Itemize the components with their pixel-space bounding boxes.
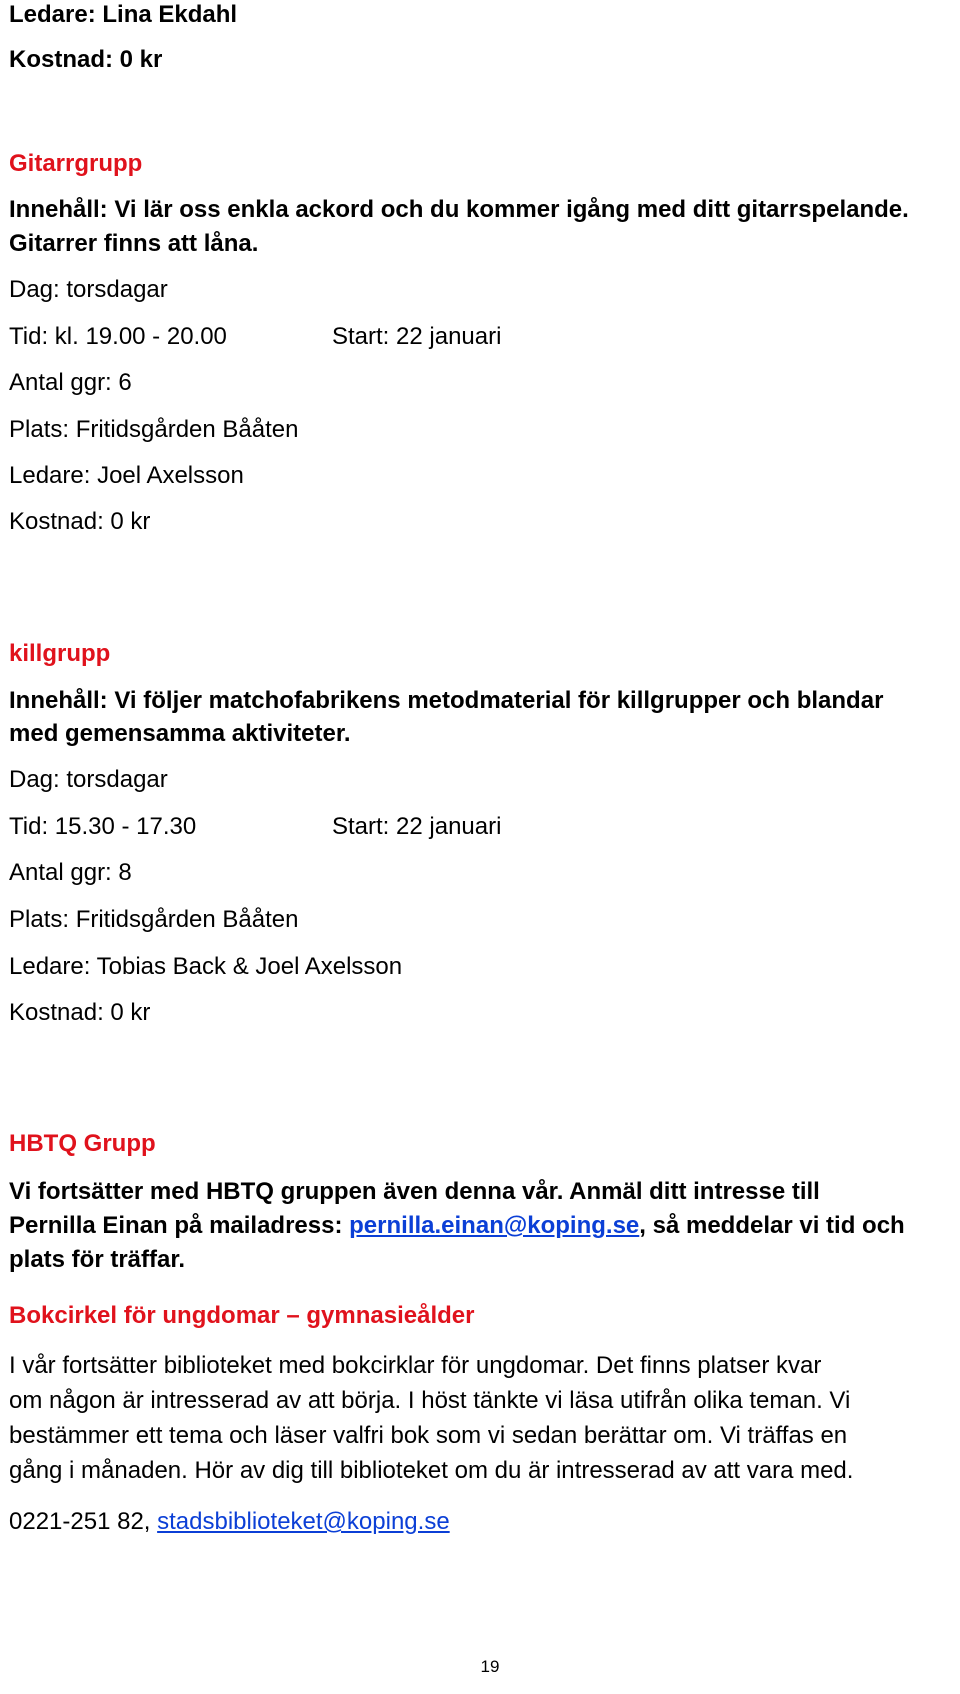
bokcirkel-line-4: gång i månaden. Hör av dig till biblioteket om du är intresserad av att vara med. (9, 1457, 854, 1484)
killgrupp-dag: Dag: torsdagar (9, 766, 168, 793)
gitarrgrupp-ledare: Ledare: Joel Axelsson (9, 462, 244, 489)
hbtq-line-1: Vi fortsätter med HBTQ gruppen även denna vår. Anmäl ditt intresse till (9, 1178, 820, 1205)
bokcirkel-contact (9, 1507, 450, 1536)
top-ledare: Ledare: Lina Ekdahl (9, 1, 238, 28)
bokcirkel-line-1: I vår fortsätter biblioteket med bokcirklar för ungdomar. Det finns platser kvar (9, 1352, 822, 1379)
hbtq-line-3: plats för träffar. (9, 1246, 186, 1273)
section-title-gitarrgrupp: Gitarrgrupp (9, 150, 143, 177)
killgrupp-plats: Plats: Fritidsgården Bååten (9, 906, 299, 933)
killgrupp-time-row (9, 812, 502, 841)
gitarrgrupp-dag: Dag: torsdagar (9, 276, 168, 303)
killgrupp-start: Start: 22 januari (332, 813, 502, 840)
gitarrgrupp-antal: Antal ggr: 6 (9, 369, 132, 396)
gitarrgrupp-content-line-2: Gitarrer finns att låna. (9, 230, 259, 257)
gitarrgrupp-tid: Tid: kl. 19.00 - 20.00 (9, 323, 227, 350)
gitarrgrupp-kostnad: Kostnad: 0 kr (9, 508, 151, 535)
gitarrgrupp-content-line-1: Innehåll: Vi lär oss enkla ackord och du kommer igång med ditt gitarrspelande. (9, 196, 909, 223)
bokcirkel-line-3: bestämmer ett tema och läser valfri bok som vi sedan berättar om. Vi träffas en (9, 1422, 848, 1449)
killgrupp-kostnad: Kostnad: 0 kr (9, 999, 151, 1026)
killgrupp-antal: Antal ggr: 8 (9, 859, 132, 886)
section-title-killgrupp: killgrupp (9, 640, 111, 667)
section-title-hbtq: HBTQ Grupp (9, 1130, 156, 1157)
page-number: 19 (480, 1657, 500, 1676)
bokcirkel-phone: 0221-251 82, (9, 1508, 158, 1535)
gitarrgrupp-start: Start: 22 januari (332, 323, 502, 350)
killgrupp-content-line-2: med gemensamma aktiviteter. (9, 720, 351, 747)
hbtq-email-link[interactable]: pernilla.einan@koping.se (349, 1212, 640, 1239)
top-kostnad: Kostnad: 0 kr (9, 46, 163, 73)
bokcirkel-email-link[interactable]: stadsbiblioteket@koping.se (157, 1508, 450, 1535)
bokcirkel-line-2: om någon är intresserad av att börja. I höst tänkte vi läsa utifrån olika teman. Vi (9, 1387, 851, 1414)
hbtq-line-2 (9, 1211, 905, 1240)
killgrupp-tid: Tid: 15.30 - 17.30 (9, 813, 197, 840)
gitarrgrupp-time-row (9, 322, 502, 351)
killgrupp-content-line-1: Innehåll: Vi följer matchofabrikens metodmaterial för killgrupper och blandar (9, 687, 884, 714)
section-title-bokcirkel: Bokcirkel för ungdomar – gymnasieålder (9, 1302, 475, 1329)
killgrupp-ledare: Ledare: Tobias Back & Joel Axelsson (9, 953, 403, 980)
hbtq-line-2-prefix: Pernilla Einan på mailadress: (9, 1212, 350, 1239)
hbtq-line-2-suffix: , så meddelar vi tid och (639, 1212, 905, 1239)
gitarrgrupp-plats: Plats: Fritidsgården Bååten (9, 416, 299, 443)
